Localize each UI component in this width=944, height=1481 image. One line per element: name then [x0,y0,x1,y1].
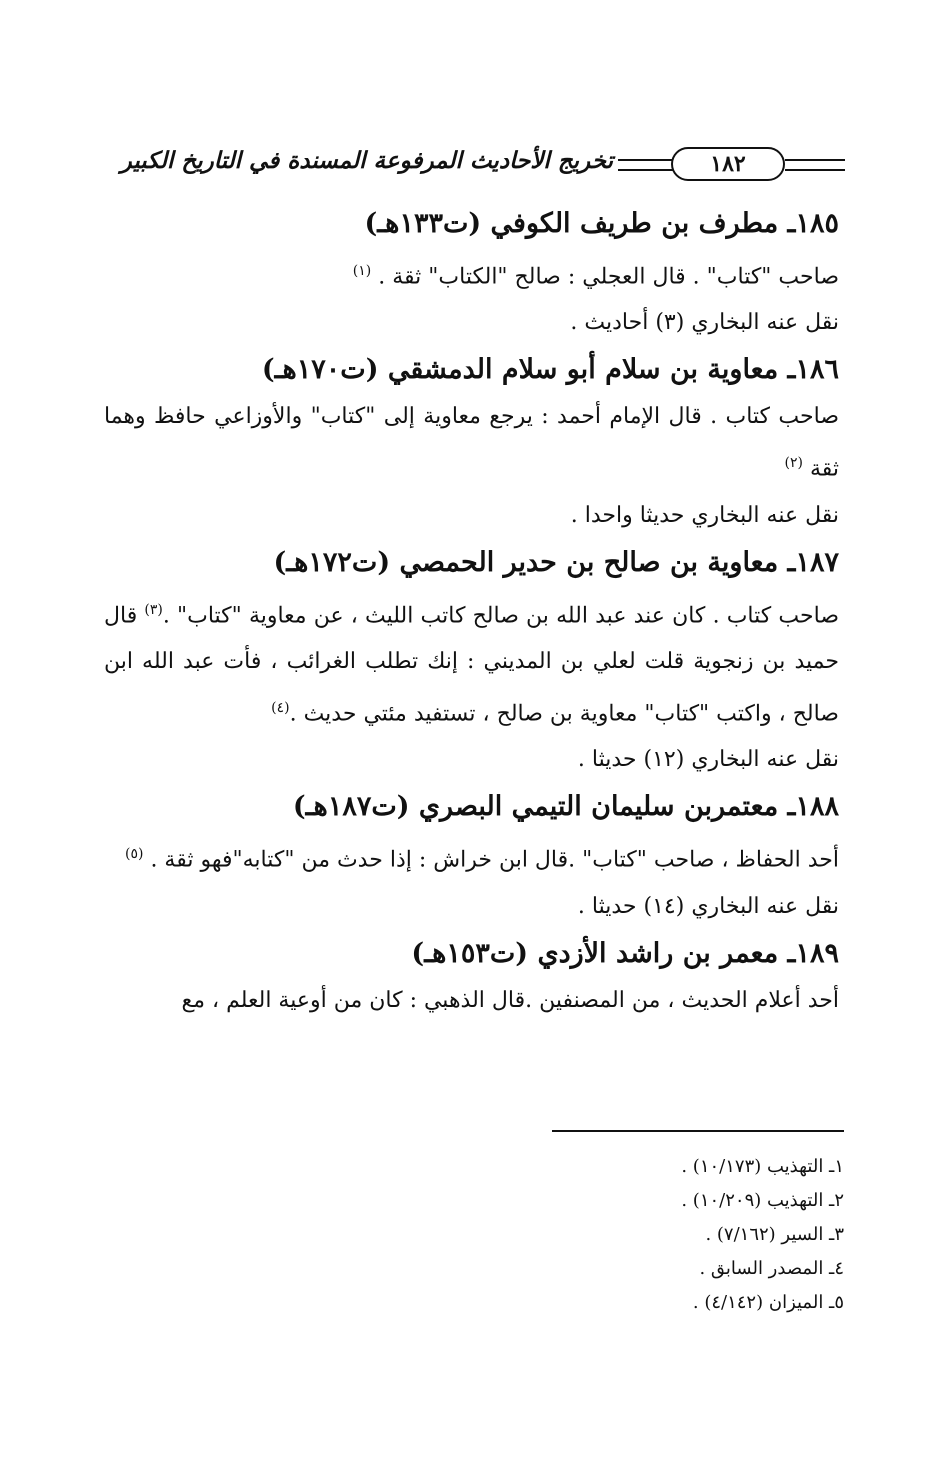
entry-paragraph: صاحب كتاب . قال الإمام أحمد : يرجع معاوية إلى "كتاب" والأوزاعي حافظ وهما ثقة $^{(٢)}$ [104,404,839,482]
entry-paragraph: نقل عنه البخاري (١٢) حديثا . [577,747,839,773]
footnote: ١ـ التهذيب (١٠/١٧٣) . [681,1156,844,1177]
entry-title: ١٨٥ـ مطرف بن طريف الكوفي (ت١٣٣هـ) [364,208,839,239]
entry-title: ١٨٦ـ معاوية بن سلام أبو سلام الدمشقي (ت١٧٠هـ) [261,354,839,386]
entry-paragraph: صاحب "كتاب" . قال العجلي : صالح "الكتاب" ثقة . $^{(١)}$ [352,263,839,290]
footnote-ref: (٤) [271,699,290,716]
running-header [95,143,845,187]
footnote-ref: (٢) [784,455,803,472]
entry-paragraph: نقل عنه البخاري (٣) أحاديث . [570,310,839,336]
footnotes [681,1150,844,1320]
entry-paragraph: نقل عنه البخاري حديثا واحدا . [570,502,839,528]
entry-title: ١٨٨ـ معتمربن سليمان التيمي البصري (ت١٨٧هـ) [292,791,839,823]
entry-title: ١٨٧ـ معاوية بن صالح بن حدير الحمصي (ت١٧٢هـ) [273,546,839,578]
entry-paragraph: نقل عنه البخاري (١٤) حديثا . [577,893,839,919]
footnote-ref: (٥) [124,846,144,863]
footnote-ref: (٣) [144,601,163,618]
footnote: ٥ـ الميزان (٤/١٤٢) . [692,1292,844,1313]
header-rule-right [785,159,845,171]
entry-title: ١٨٩ـ معمر بن راشد الأزدي (ت١٥٣هـ) [411,937,839,969]
entry-paragraph: صاحب كتاب . كان عند عبد الله بن صالح كاتب الليث ، عن معاوية "كتاب" .$^{(٣)}$ قال حميد بن زنجوية قلت لعلي بن المديني : إنك تطلب الغرائب ، فأت عبد الله ابن صالح ، واكتب "كتاب" معاوية بن صالح ، تستفيد مئتي حديث .$^{(٤)}$ [104,601,839,727]
footnote: ٤ـ المصدر السابق . [699,1258,844,1279]
header-rule-middle [618,159,673,171]
page-body [104,200,839,1024]
footnote-separator [552,1130,844,1132]
page-number: ١٨٢ [671,147,785,181]
footnote: ٢ـ التهذيب (١٠/٢٠٩) . [681,1190,844,1211]
footnote-ref: (١) [352,263,372,279]
entry-paragraph: أحد الحفاظ ، صاحب "كتاب" .قال ابن خراش : إذا حدث من "كتابه"فهو ثقة . $^{(٥)}$ [124,846,839,873]
entry-paragraph: أحد أعلام الحديث ، من المصنفين .قال الذهبي : كان من أوعية العلم ، مع [181,987,839,1013]
book-title: تخريج الأحاديث المرفوعة المسندة في التاريخ الكبير [120,147,613,174]
footnote: ٣ـ السير (٧/١٦٢) . [705,1224,844,1245]
